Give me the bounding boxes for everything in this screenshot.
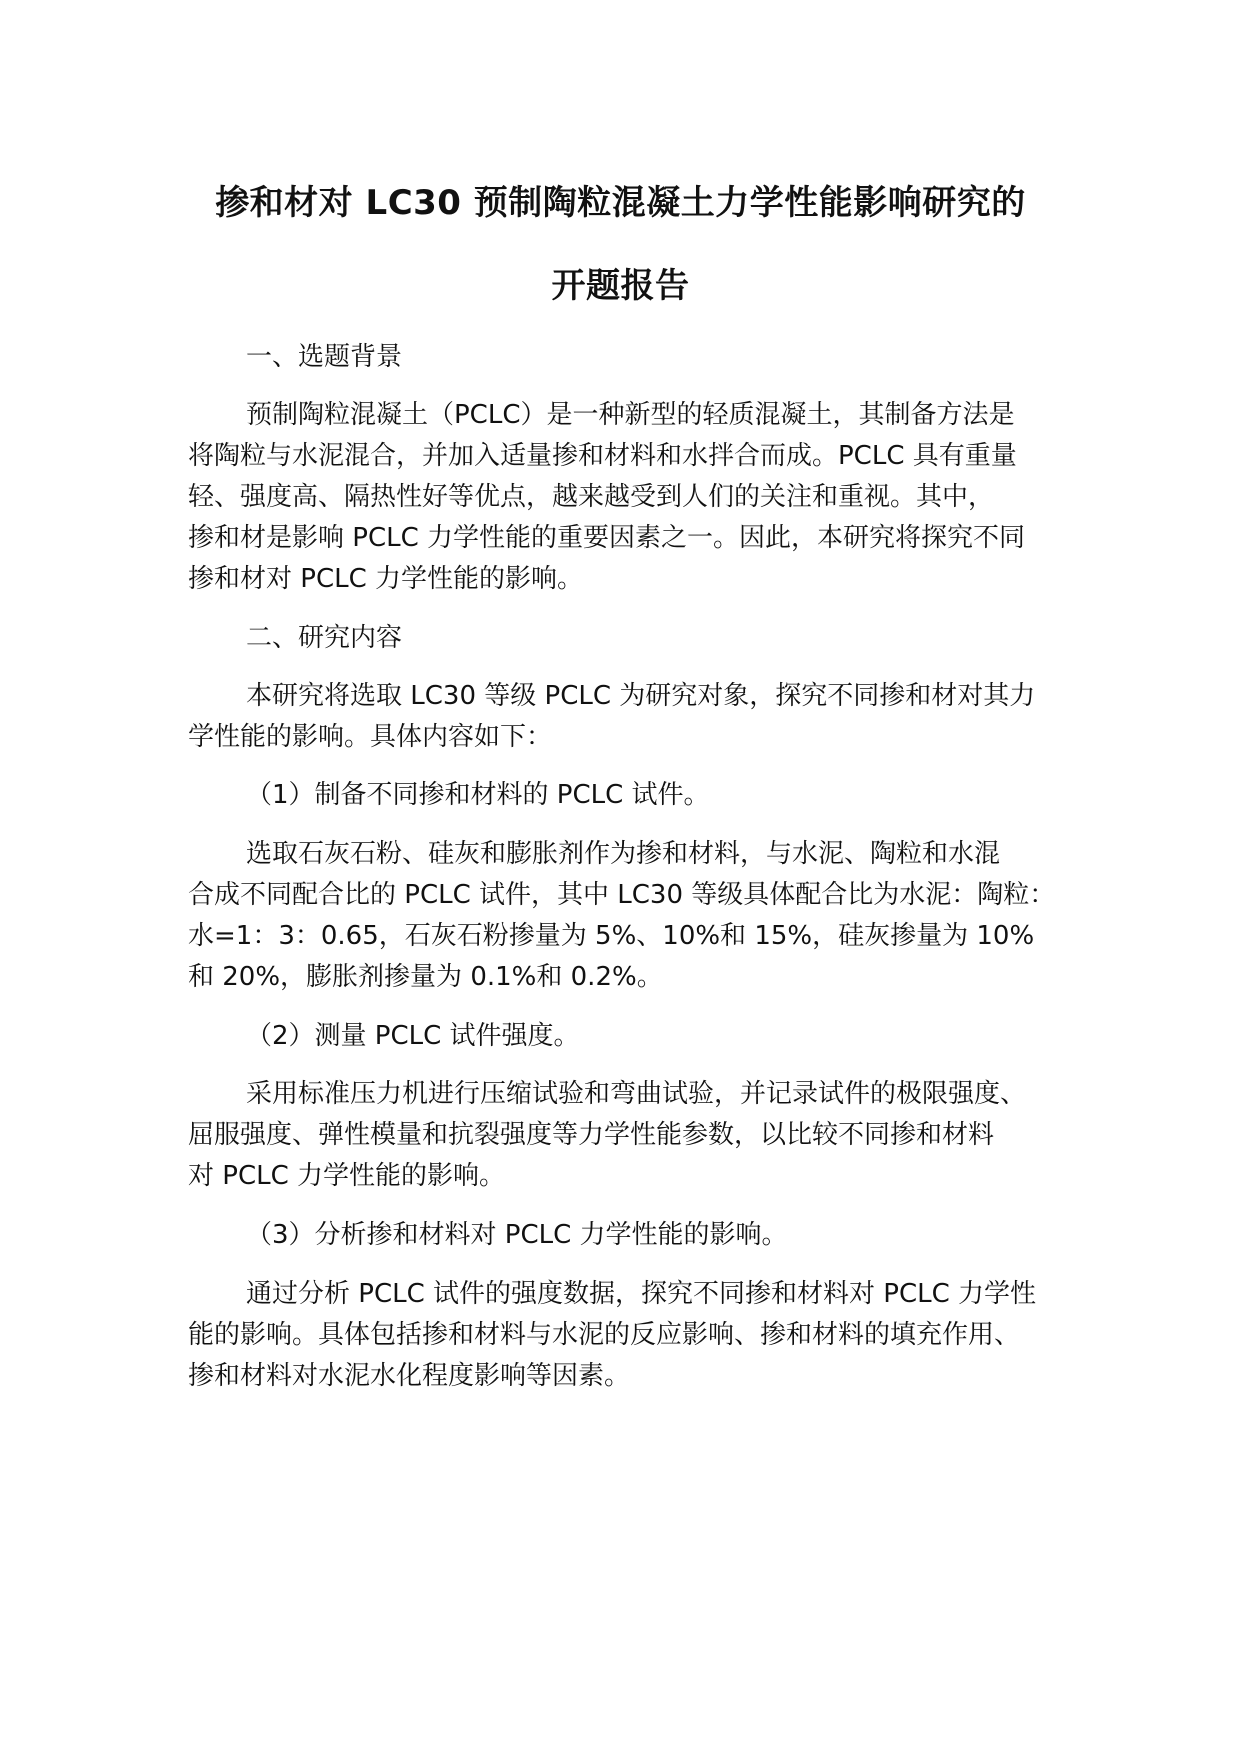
- paragraph-line: 掺和材料对水泥水化程度影响等因素。: [188, 1361, 631, 1391]
- paragraph-line: 合成不同配合比的 PCLC 试件，其中 LC30 等级具体配合比为水泥：陶粒：: [188, 880, 1056, 910]
- paragraph-line: 采用标准压力机进行压缩试验和弯曲试验，并记录试件的极限强度、: [246, 1079, 1027, 1109]
- paragraph-line: 掺和材对 PCLC 力学性能的影响。: [188, 564, 584, 594]
- item-heading-3: （3）分析掺和材料对 PCLC 力学性能的影响。: [246, 1220, 788, 1250]
- item-heading-2: （2）测量 PCLC 试件强度。: [246, 1021, 580, 1051]
- paragraph-line: 屈服强度、弹性模量和抗裂强度等力学性能参数，以比较不同掺和材料: [188, 1120, 995, 1150]
- item-heading-1: （1）制备不同掺和材料的 PCLC 试件。: [246, 780, 710, 810]
- document-title-line-2: 开题报告: [551, 266, 690, 306]
- paragraph-line: 和 20%，膨胀剂掺量为 0.1%和 0.2%。: [188, 962, 663, 992]
- paragraph-line: 掺和材是影响 PCLC 力学性能的重要因素之一。因此，本研究将探究不同: [188, 523, 1026, 553]
- paragraph-line: 选取石灰石粉、硅灰和膨胀剂作为掺和材料，与水泥、陶粒和水混: [246, 839, 1001, 869]
- paragraph-line: 能的影响。具体包括掺和材料与水泥的反应影响、掺和材料的填充作用、: [188, 1320, 1021, 1350]
- document-title-line-1: 掺和材对 LC30 预制陶粒混凝土力学性能影响研究的: [215, 183, 1026, 223]
- section-heading-research-content: 二、研究内容: [246, 623, 403, 653]
- paragraph-line: 本研究将选取 LC30 等级 PCLC 为研究对象，探究不同掺和材对其力: [246, 681, 1036, 711]
- paragraph-line: 水=1：3：0.65，石灰石粉掺量为 5%、10%和 15%，硅灰掺量为 10%: [188, 921, 1035, 951]
- section-heading-background: 一、选题背景: [246, 342, 403, 372]
- paragraph-line: 将陶粒与水泥混合，并加入适量掺和材料和水拌合而成。PCLC 具有重量: [188, 441, 1017, 471]
- paragraph-line: 轻、强度高、隔热性好等优点，越来越受到人们的关注和重视。其中，: [188, 482, 995, 512]
- paragraph-line: 学性能的影响。具体内容如下：: [188, 722, 553, 752]
- paragraph-line: 对 PCLC 力学性能的影响。: [188, 1161, 506, 1191]
- paragraph-line: 通过分析 PCLC 试件的强度数据，探究不同掺和材料对 PCLC 力学性: [246, 1279, 1037, 1309]
- paragraph-line: 预制陶粒混凝土（PCLC）是一种新型的轻质混凝土，其制备方法是: [246, 400, 1015, 430]
